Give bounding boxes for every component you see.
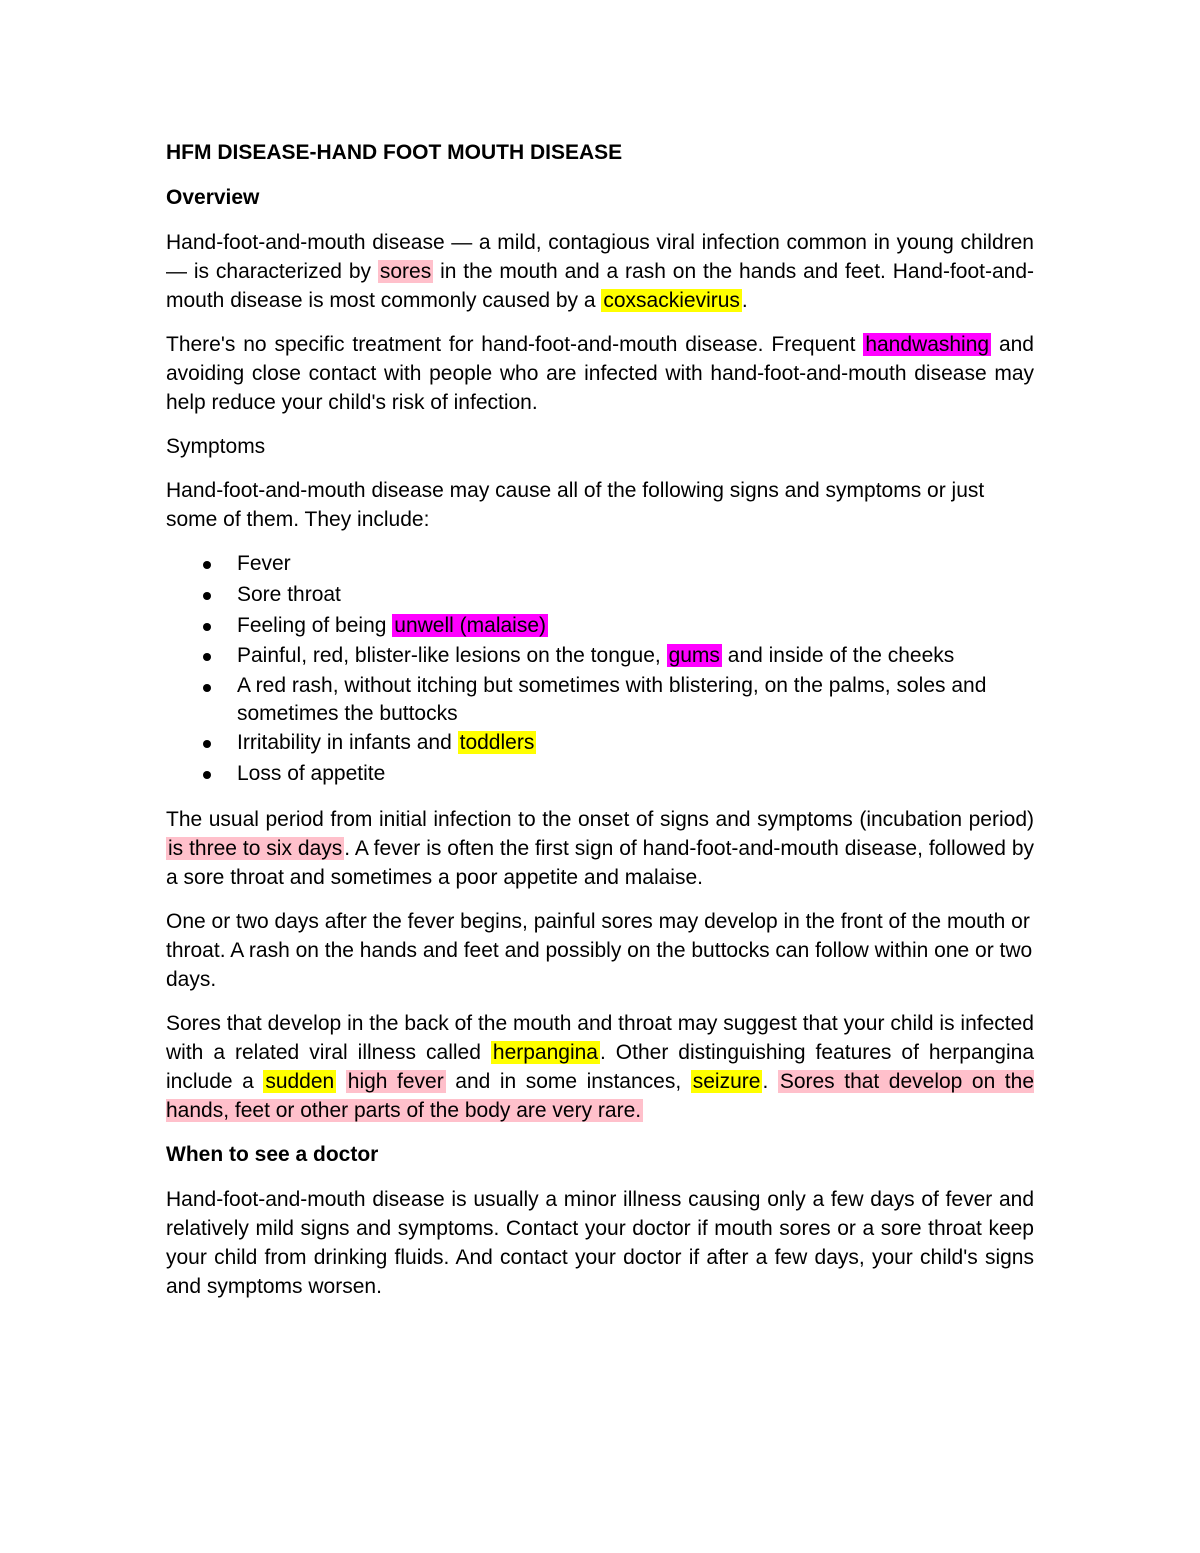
text-run: in the mouth and a rash on the hands and feet. Hand-foot-and-mouth disease is most commonly caused by a (166, 260, 1034, 312)
bullet-icon (203, 684, 211, 692)
text-run: . (762, 1069, 778, 1093)
text-run: Irritability in infants and (237, 731, 458, 755)
highlight-herpangina: herpangina (492, 1040, 598, 1064)
onset-paragraph: One or two days after the fever begins, painful sores may develop in the front of the mouth or throat. A rash on the hands and feet and possibly on the buttocks can follow within one or two days. (166, 909, 1033, 991)
highlight-gums: gums (668, 644, 720, 668)
text-run: and in some instances, (445, 1069, 691, 1093)
symptoms-intro: Hand-foot-and-mouth disease may cause all of the following signs and symptoms or just some of them. They include: (166, 479, 985, 531)
symptom-sore-throat: Sore throat (237, 582, 341, 606)
list-item (166, 672, 1034, 728)
highlight-high-fever: high fever (347, 1069, 444, 1093)
text-run: There's no specific treatment for hand-foot-and-mouth disease. Frequent (166, 333, 864, 356)
text-run (336, 1070, 346, 1093)
doctor-paragraph: Hand-foot-and-mouth disease is usually a minor illness causing only a few days of fever and relatively mild signs and symptoms. Contact your doctor if mouth sores or a sore throat keep your child from drinking fluids. And contact your doctor if after a few days, your child's signs and symptoms worsen. (166, 1187, 1034, 1298)
highlight-coxsackievirus: coxsackievirus (603, 289, 740, 312)
doctor-heading: When to see a doctor (166, 1142, 379, 1166)
text-run: . (741, 289, 748, 312)
text-run: and inside of the cheeks (721, 644, 955, 668)
text-run: and avoiding close contact with people who are infected with hand-foot-and-mouth disease may help reduce your child's risk of infection. (166, 333, 1034, 414)
highlight-incubation-period: is three to six days (168, 836, 343, 860)
highlight-sores: sores (379, 260, 432, 283)
text-run: The usual period from initial infection to the onset of signs and symptoms (incubation period) (166, 807, 1034, 831)
bullet-icon (203, 561, 211, 569)
bullet-icon (203, 623, 211, 631)
document-title: HFM DISEASE-HAND FOOT MOUTH DISEASE (166, 141, 623, 164)
bullet-icon (203, 771, 211, 779)
bullet-icon (203, 653, 211, 661)
overview-paragraph-1 (166, 228, 1034, 315)
symptom-fever: Fever (237, 552, 291, 575)
symptom-rash: A red rash, without itching but sometimes with blistering, on the palms, soles and sometimes the buttocks (237, 674, 987, 726)
highlight-sudden: sudden (265, 1069, 335, 1093)
highlight-toddlers: toddlers (459, 731, 535, 755)
document-page (166, 138, 1034, 1316)
list-item (166, 549, 1034, 580)
list-item (166, 728, 1034, 759)
text-run: . A fever is often the first sign of hand-foot-and-mouth disease, followed by a sore throat and sometimes a poor appetite and malaise. (166, 836, 1034, 889)
highlight-seizure: seizure (692, 1069, 761, 1093)
symptoms-heading: Symptoms (166, 435, 266, 458)
list-item (166, 611, 1034, 642)
text-run: Painful, red, blister-like lesions on the tongue, (237, 644, 667, 668)
highlight-handwashing: handwashing (865, 333, 990, 356)
text-run: Hand-foot-and-mouth disease — a mild, contagious viral infection common in young children — is characterized by (166, 231, 1034, 283)
overview-heading: Overview (166, 186, 260, 209)
text-run: Feeling of being (237, 613, 393, 637)
bullet-icon (203, 592, 211, 600)
symptoms-list (166, 549, 1034, 790)
herpangina-paragraph (166, 1009, 1034, 1125)
symptom-appetite: Loss of appetite (237, 761, 386, 785)
incubation-paragraph (166, 805, 1034, 892)
bullet-icon (203, 740, 211, 748)
list-item (166, 641, 1034, 672)
text-run: . Other distinguishing features of herpangina include a (166, 1040, 1035, 1093)
highlight-sores-rare: Sores that develop on the hands, feet or other parts of the body are very rare. (166, 1069, 1034, 1122)
list-item (166, 580, 1034, 611)
list-item (166, 759, 1034, 790)
text-run: Sores that develop in the back of the mouth and throat may suggest that your child is infected with a related viral illness called (166, 1011, 1034, 1064)
highlight-malaise: unwell (malaise) (394, 613, 546, 637)
overview-paragraph-2 (166, 330, 1034, 417)
